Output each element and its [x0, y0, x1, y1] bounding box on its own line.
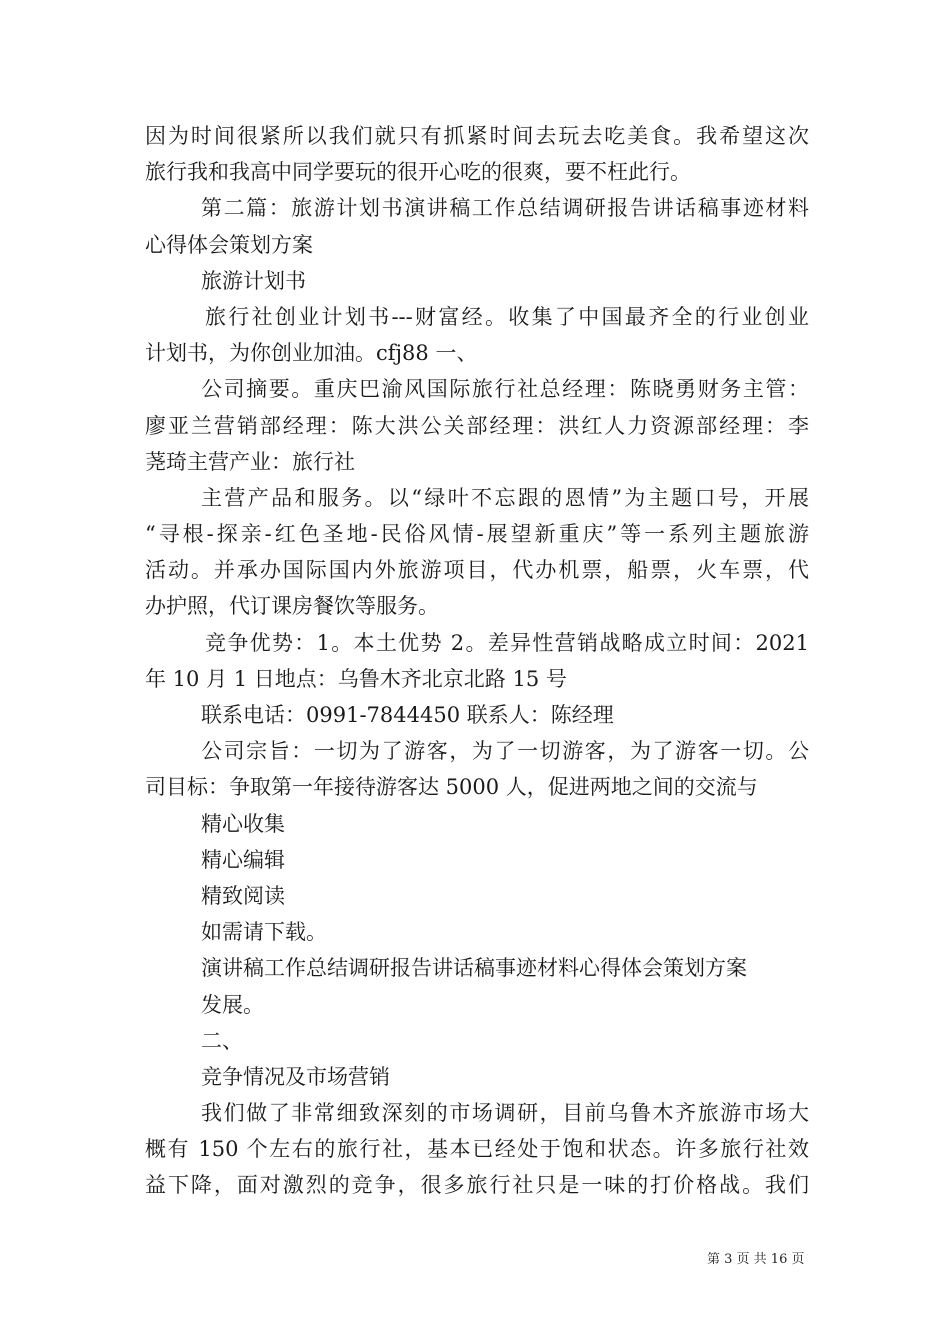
text-line: 第二篇：旅游计划书演讲稿工作总结调研报告讲话稿事迹材料 — [201, 196, 809, 221]
text-line: 联系电话：0991-7844450 联系人：陈经理 — [201, 703, 614, 727]
text-line: 如需请下载。 — [201, 920, 327, 945]
text-line: 办护照，代订课房餐饮等服务。 — [145, 594, 439, 619]
page-number-footer: 第 3 页 共 16 页 — [707, 1252, 805, 1267]
text-line: 概有 150 个左右的旅行社，基本已经处于饱和状态。许多旅行社效 — [145, 1137, 809, 1162]
text-line: 精致阅读 — [201, 883, 285, 908]
text-line: 公司摘要。重庆巴渝风国际旅行社总经理：陈晓勇财务主管： — [201, 377, 809, 402]
text-line: 演讲稿工作总结调研报告讲话稿事迹材料心得体会策划方案 — [201, 956, 747, 981]
document-body — [145, 118, 809, 1204]
text-line: “寻根-探亲-红色圣地-民俗风情-展望新重庆”等一系列主题旅游 — [145, 522, 809, 547]
text-line: 二、 — [201, 1028, 243, 1053]
text-line: 活动。并承办国际国内外旅游项目，代办机票，船票，火车票，代 — [145, 558, 809, 583]
text-line: 我们做了非常细致深刻的市场调研，目前乌鲁木齐旅游市场大 — [201, 1101, 809, 1126]
text-line: 发展。 — [201, 992, 264, 1017]
text-line: 廖亚兰营销部经理：陈大洪公关部经理：洪红人力资源部经理：李 — [145, 413, 809, 438]
text-line: 旅游计划书 — [201, 268, 306, 293]
text-line: 主营产品和服务。以“绿叶不忘跟的恩情”为主题口号，开展 — [201, 485, 809, 510]
text-line: 公司宗旨：一切为了游客，为了一切游客，为了游客一切。公 — [201, 739, 809, 764]
text-line: 益下降，面对激烈的竞争，很多旅行社只是一味的打价格战。我们 — [145, 1173, 809, 1198]
text-line: 精心编辑 — [201, 847, 285, 872]
text-line: 因为时间很紧所以我们就只有抓紧时间去玩去吃美食。我希望这次 — [145, 124, 809, 148]
text-line: 年 10 月 1 日地点：乌鲁木齐北京北路 15 号 — [145, 666, 567, 691]
text-line: 荛琦主营产业：旅行社 — [145, 449, 355, 474]
text-line: 竞争优势：1。本土优势 2。差异性营销战略成立时间：2021 — [205, 630, 809, 655]
text-line: 旅行我和我高中同学要玩的很开心吃的很爽，要不枉此行。 — [145, 160, 691, 185]
text-line: 计划书，为你创业加油。cfj88 一、 — [145, 341, 478, 366]
text-line: 竞争情况及市场营销 — [201, 1064, 390, 1089]
text-line: 旅行社创业计划书---财富经。收集了中国最齐全的行业创业 — [205, 304, 809, 329]
text-line: 精心收集 — [201, 811, 285, 836]
text-line: 心得体会策划方案 — [145, 232, 313, 257]
text-line: 司目标：争取第一年接待游客达 5000 人，促进两地之间的交流与 — [145, 775, 758, 800]
